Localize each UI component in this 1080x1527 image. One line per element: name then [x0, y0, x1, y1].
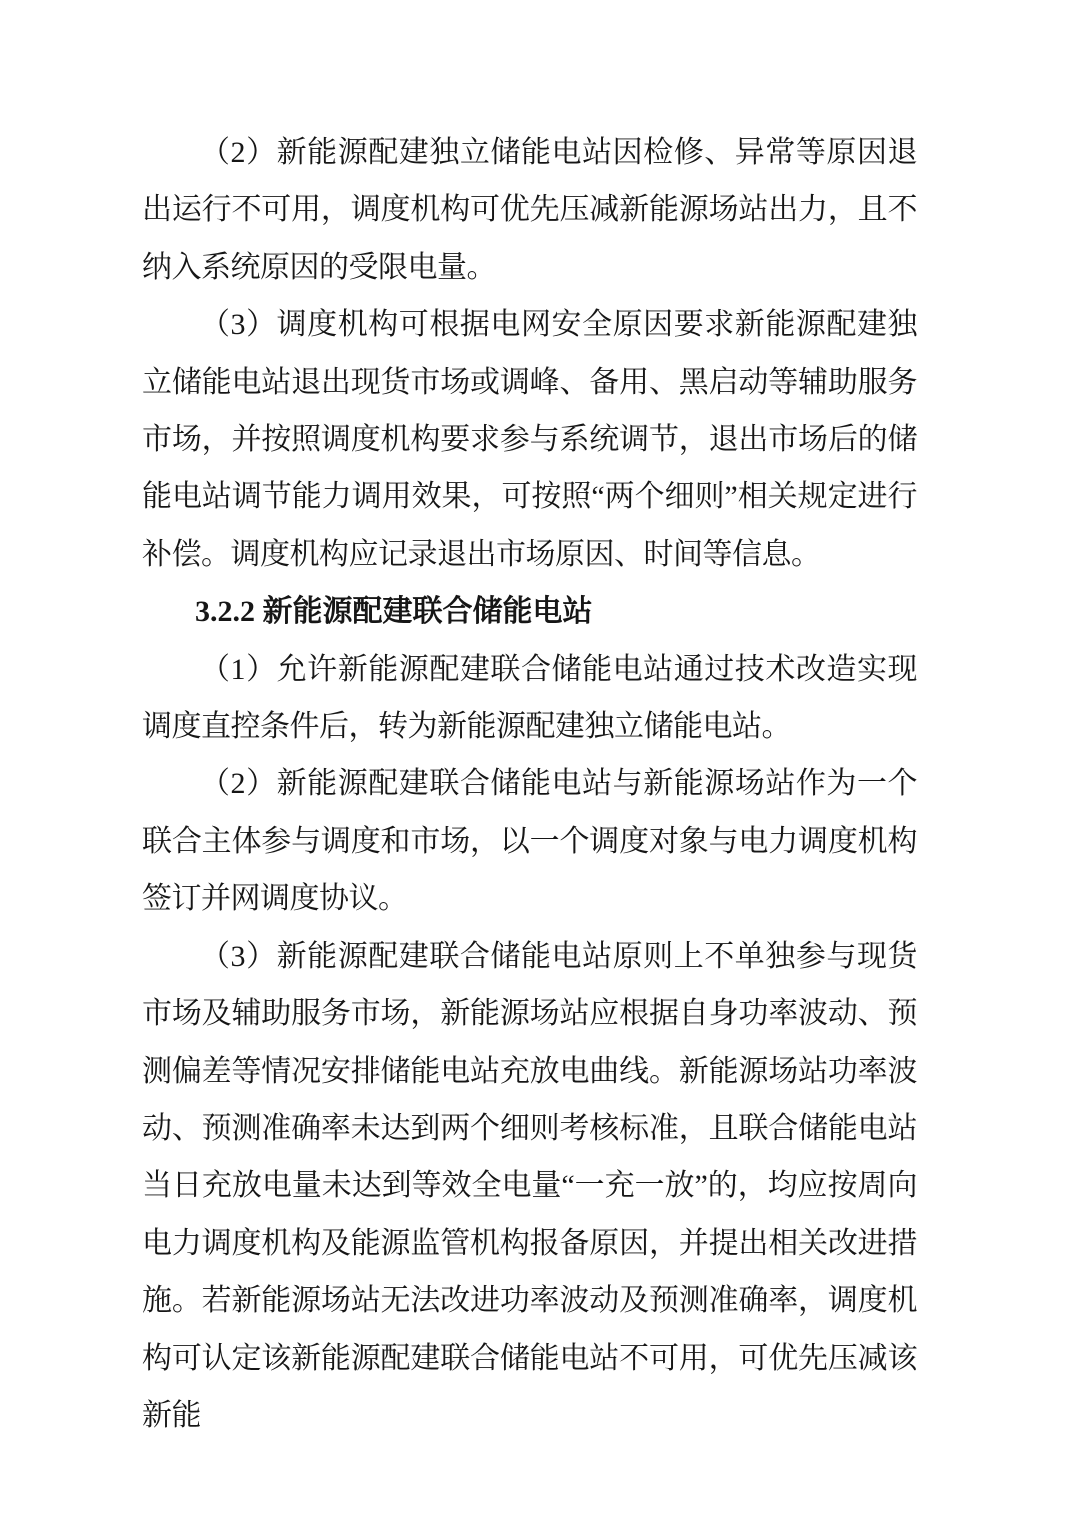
paragraph-joint-storage-market-participation: （3）新能源配建联合储能电站原则上不单独参与现货市场及辅助服务市场，新能源场站应根据自身功率波动、预测偏差等情况安排储能电站充放电曲线。新能源场站功率波动、预测准确率未达到两个细则考核标准，且联合储能电站当日充放电量未达到等效全电量“一充一放”的，均应按周向电力调度机构及能源监管机构报备原因，并提出相关改进措施。若新能源场站无法改进功率波动及预测准确率，调度机构可认定该新能源配建联合储能电站不可用，可优先压减该新能: [142, 939, 917, 1432]
section-heading-3-2-2: 3.2.2 新能源配建联合储能电站: [195, 595, 593, 629]
paragraph-market-exit-rules: （3）调度机构可根据电网安全原因要求新能源配建独立储能电站退出现货市场或调峰、备用、黑启动等辅助服务市场，并按照调度机构要求参与系统调节，退出市场后的储能电站调节能力调用效果，可按照“两个细则”相关规定进行补偿。调度机构应记录退出市场原因、时间等信息。: [142, 308, 917, 571]
paragraph-joint-entity-agreement: （2）新能源配建联合储能电站与新能源场站作为一个联合主体参与调度和市场，以一个调度对象与电力调度机构签订并网调度协议。: [142, 767, 917, 916]
paragraph-exit-unavailable: （2）新能源配建独立储能电站因检修、异常等原因退出运行不可用，调度机构可优先压减新能源场站出力，且不纳入系统原因的受限电量。: [142, 136, 917, 284]
paragraph-joint-storage-conversion: （1）允许新能源配建联合储能电站通过技术改造实现调度直控条件后，转为新能源配建独立储能电站。: [142, 652, 917, 744]
